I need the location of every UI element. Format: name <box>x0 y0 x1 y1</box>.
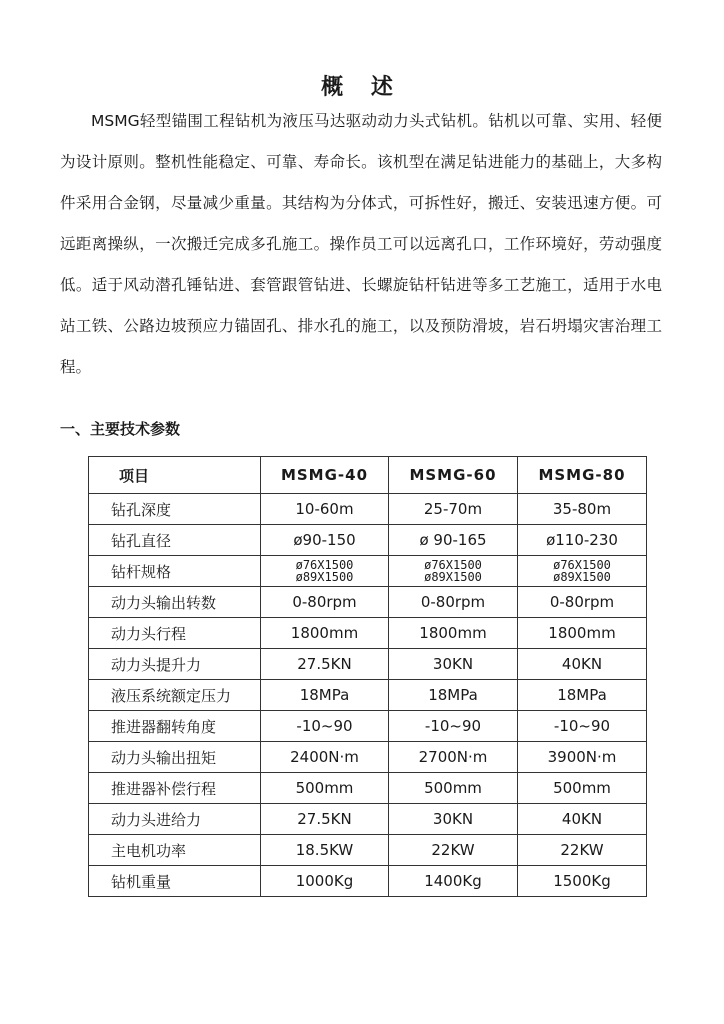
section-heading: 一、主要技术参数 <box>60 420 181 438</box>
table-row <box>89 866 647 897</box>
row-label: 动力头输出扭矩 <box>89 742 261 773</box>
value-cell: 35-80m <box>518 494 647 525</box>
header-cell-model: MSMG-40 <box>261 457 389 494</box>
row-label: 主电机功率 <box>89 835 261 866</box>
value-cell: 18MPa <box>261 680 389 711</box>
row-label: 动力头行程 <box>89 618 261 649</box>
table-row <box>89 587 647 618</box>
table-header-row <box>89 457 647 494</box>
value-cell: 1800mm <box>518 618 647 649</box>
row-label: 钻杆规格 <box>89 556 261 587</box>
value-cell: 22KW <box>389 835 518 866</box>
row-label: 钻孔直径 <box>89 525 261 556</box>
value-cell: 1500Kg <box>518 866 647 897</box>
value-cell: 3900N·m <box>518 742 647 773</box>
value-cell <box>261 556 389 587</box>
value-cell: -10~90 <box>261 711 389 742</box>
header-cell-item: 项目 <box>89 457 261 494</box>
value-cell: 18MPa <box>518 680 647 711</box>
table-row <box>89 680 647 711</box>
value-line: ø76X1500 <box>553 558 611 572</box>
page-title: 概 述 <box>321 75 403 100</box>
value-cell: -10~90 <box>518 711 647 742</box>
table-row <box>89 742 647 773</box>
value-cell: 0-80rpm <box>389 587 518 618</box>
value-cell: 0-80rpm <box>261 587 389 618</box>
intro-text: MSMG轻型锚围工程钻机为液压马达驱动动力头式钻机。钻机以可靠、实用、轻便为设计原则。整机性能稳定、可靠、寿命长。该机型在满足钻进能力的基础上，大多构件采用合金钢，尽量减少重量。其结构为分体式，可拆性好，搬迁、安装迅速方便。可远距离操纵，一次搬迁完成多孔施工。操作员工可以远离孔口，工作环境好，劳动强度低。适于风动潜孔锤钻进、套管跟管钻进、长螺旋钻杆钻进等多工艺施工，适用于水电站工铁、公路边坡预应力锚固孔、排水孔的施工，以及预防滑坡，岩石坍塌灾害治理工程。 <box>60 112 662 376</box>
row-label: 推进器补偿行程 <box>89 773 261 804</box>
value-cell: 25-70m <box>389 494 518 525</box>
value-cell: 0-80rpm <box>518 587 647 618</box>
value-cell: ø110-230 <box>518 525 647 556</box>
table-row <box>89 711 647 742</box>
value-cell: 22KW <box>518 835 647 866</box>
value-line: ø76X1500 <box>424 558 482 572</box>
table-row <box>89 618 647 649</box>
value-line: ø89X1500 <box>295 570 354 584</box>
row-label: 钻孔深度 <box>89 494 261 525</box>
value-cell: 18MPa <box>389 680 518 711</box>
value-cell: -10~90 <box>389 711 518 742</box>
row-label: 液压系统额定压力 <box>89 680 261 711</box>
table-row <box>89 835 647 866</box>
value-cell: ø 90-165 <box>389 525 518 556</box>
header-cell-model: MSMG-80 <box>518 457 647 494</box>
value-cell: 500mm <box>261 773 389 804</box>
value-cell: 18.5KW <box>261 835 389 866</box>
intro-paragraph <box>60 101 662 388</box>
value-cell: 1800mm <box>389 618 518 649</box>
value-line: ø89X1500 <box>553 570 611 584</box>
spec-table <box>88 456 647 897</box>
value-cell: 500mm <box>389 773 518 804</box>
value-cell: 30KN <box>389 804 518 835</box>
value-cell: 500mm <box>518 773 647 804</box>
value-cell <box>518 556 647 587</box>
table-row <box>89 525 647 556</box>
value-cell: 27.5KN <box>261 804 389 835</box>
row-label: 动力头进给力 <box>89 804 261 835</box>
value-cell: 30KN <box>389 649 518 680</box>
row-label: 推进器翻转角度 <box>89 711 261 742</box>
value-cell: 2400N·m <box>261 742 389 773</box>
value-cell <box>389 556 518 587</box>
table-row <box>89 804 647 835</box>
value-cell: 1800mm <box>261 618 389 649</box>
value-cell: 27.5KN <box>261 649 389 680</box>
value-cell: 40KN <box>518 804 647 835</box>
value-cell: 2700N·m <box>389 742 518 773</box>
value-line: ø76X1500 <box>295 558 354 572</box>
row-label: 动力头输出转数 <box>89 587 261 618</box>
value-cell: 1000Kg <box>261 866 389 897</box>
row-label: 动力头提升力 <box>89 649 261 680</box>
value-line: ø89X1500 <box>424 570 482 584</box>
table-row <box>89 773 647 804</box>
value-cell: 1400Kg <box>389 866 518 897</box>
value-cell: ø90-150 <box>261 525 389 556</box>
value-cell: 40KN <box>518 649 647 680</box>
table-row <box>89 556 647 587</box>
row-label: 钻机重量 <box>89 866 261 897</box>
table-row <box>89 649 647 680</box>
value-cell: 10-60m <box>261 494 389 525</box>
table-row <box>89 494 647 525</box>
header-cell-model: MSMG-60 <box>389 457 518 494</box>
